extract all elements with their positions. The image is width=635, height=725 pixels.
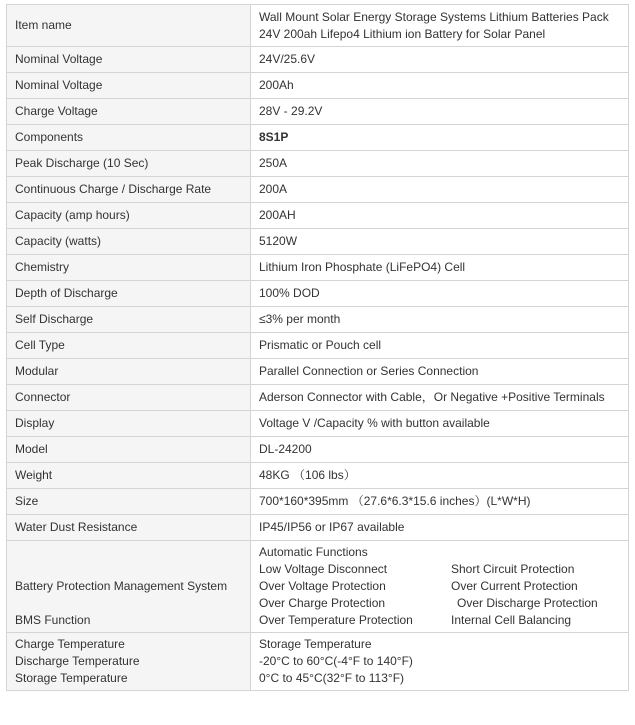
row-value: 28V - 29.2V: [251, 99, 629, 125]
bms-function: Internal Cell Balancing: [451, 613, 572, 627]
table-row: [7, 125, 629, 151]
bms-heading: Automatic Functions: [259, 545, 368, 559]
bms-label-line: BMS Function: [15, 612, 91, 627]
row-value: 100% DOD: [251, 281, 629, 307]
row-label: Peak Discharge (10 Sec): [7, 151, 251, 177]
table-row: [7, 151, 629, 177]
row-label: Model: [7, 437, 251, 463]
table-row: [7, 359, 629, 385]
row-value: Parallel Connection or Series Connection: [251, 359, 629, 385]
table-row: [7, 203, 629, 229]
row-value: 200AH: [251, 203, 629, 229]
bms-pair: [259, 612, 620, 629]
bms-function: Low Voltage Disconnect: [259, 562, 388, 576]
row-value: 250A: [251, 151, 629, 177]
row-value: 24V/25.6V: [251, 47, 629, 73]
row-value: IP45/IP56 or IP67 available: [251, 515, 629, 541]
row-value: Lithium Iron Phosphate (LiFePO4) Cell: [251, 255, 629, 281]
table-row: [7, 229, 629, 255]
row-value: 5120W: [251, 229, 629, 255]
row-label: Components: [7, 125, 251, 151]
row-label: Capacity (watts): [7, 229, 251, 255]
temperature-row: [7, 633, 629, 691]
row-label: Nominal Voltage: [7, 47, 251, 73]
table-row: [7, 177, 629, 203]
bms-function: Over Temperature Protection: [259, 613, 413, 627]
temperature-label: Storage Temperature: [15, 671, 128, 685]
bms-function: Over Discharge Protection: [457, 596, 598, 610]
row-value: DL-24200: [251, 437, 629, 463]
temperature-value: -20°C to 60°C(-4°F to 140°F): [259, 654, 413, 668]
row-value: ≤3% per month: [251, 307, 629, 333]
row-label: Water Dust Resistance: [7, 515, 251, 541]
temperature-labels: [7, 633, 251, 691]
table-row: [7, 489, 629, 515]
row-label: Size: [7, 489, 251, 515]
row-value: 700*160*395mm （27.6*6.3*15.6 inches）(L*W*H): [251, 489, 629, 515]
row-label: Continuous Charge / Discharge Rate: [7, 177, 251, 203]
temperature-value: 0°C to 45°C(32°F to 113°F): [259, 671, 405, 685]
row-value: 200Ah: [251, 73, 629, 99]
table-row: [7, 333, 629, 359]
temperature-values: [251, 633, 629, 691]
row-label: Charge Voltage: [7, 99, 251, 125]
row-label: Modular: [7, 359, 251, 385]
row-label: Depth of Discharge: [7, 281, 251, 307]
row-label: Self Discharge: [7, 307, 251, 333]
bms-row: [7, 541, 629, 633]
row-label: Weight: [7, 463, 251, 489]
row-value: [251, 5, 629, 47]
temperature-label: Discharge Temperature: [15, 654, 140, 668]
table-row: [7, 99, 629, 125]
bms-label-line: Battery Protection Management System: [15, 578, 228, 593]
bms-label: [7, 541, 251, 633]
table-row: [7, 385, 629, 411]
table-row: [7, 307, 629, 333]
bms-pair: [259, 561, 620, 578]
row-value: 200A: [251, 177, 629, 203]
bms-function: Short Circuit Protection: [451, 562, 575, 576]
row-value: Prismatic or Pouch cell: [251, 333, 629, 359]
table-row: [7, 437, 629, 463]
row-value: 48KG （106 lbs）: [251, 463, 629, 489]
row-label: Item name: [7, 5, 251, 47]
row-label: Cell Type: [7, 333, 251, 359]
value-line: Wall Mount Solar Energy Storage Systems Lithium Batteries Pack: [259, 9, 609, 24]
row-label: Capacity (amp hours): [7, 203, 251, 229]
table-row: [7, 463, 629, 489]
temperature-value: Storage Temperature: [259, 637, 372, 651]
table-row: [7, 5, 629, 47]
bms-pair: [259, 578, 620, 595]
bms-pair: [259, 595, 620, 612]
bms-function: Over Current Protection: [451, 579, 578, 593]
row-label: Display: [7, 411, 251, 437]
table-row: [7, 255, 629, 281]
temperature-label: Charge Temperature: [15, 637, 125, 651]
table-row: [7, 47, 629, 73]
bms-function: Over Charge Protection: [259, 596, 386, 610]
bms-function: Over Voltage Protection: [259, 579, 386, 593]
row-label: Chemistry: [7, 255, 251, 281]
table-row: [7, 73, 629, 99]
row-label: Connector: [7, 385, 251, 411]
bms-functions: [251, 541, 629, 633]
row-value: Voltage V /Capacity % with button available: [251, 411, 629, 437]
value-line: 24V 200ah Lifepo4 Lithium ion Battery for Solar Panel: [259, 26, 546, 41]
row-label: Nominal Voltage: [7, 73, 251, 99]
row-value: Aderson Connector with Cable，Or Negative +Positive Terminals: [251, 385, 629, 411]
table-row: [7, 281, 629, 307]
table-row: [7, 411, 629, 437]
table-row: [7, 515, 629, 541]
spec-table: [6, 4, 629, 691]
row-value: 8S1P: [251, 125, 629, 151]
